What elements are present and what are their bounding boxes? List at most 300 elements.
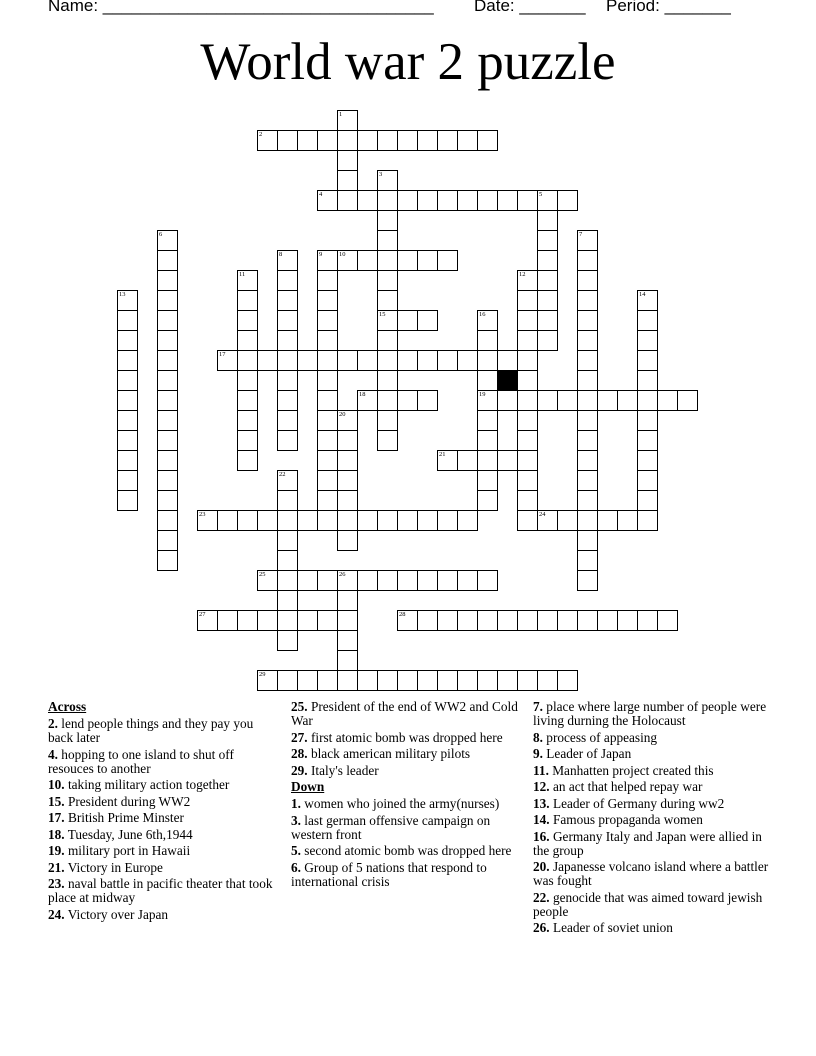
grid-cell[interactable] [357,250,378,271]
grid-cell[interactable] [317,310,338,331]
grid-cell[interactable] [357,190,378,211]
clue-item-text: first atomic bomb was dropped here [307,729,503,745]
grid-cell[interactable] [237,430,258,451]
grid-cell[interactable] [537,230,558,251]
grid-cell[interactable] [457,670,478,691]
grid-cell[interactable] [117,410,138,431]
grid-cell[interactable] [437,570,458,591]
grid-cell[interactable] [397,670,418,691]
grid-cell[interactable] [257,670,278,691]
grid-cell[interactable] [437,130,458,151]
grid-cell[interactable] [417,350,438,371]
grid-cell[interactable] [617,610,638,631]
grid-cell[interactable] [117,330,138,351]
grid-cell[interactable] [277,510,298,531]
grid-cell[interactable] [517,490,538,511]
grid-cell[interactable] [417,610,438,631]
grid-cell[interactable] [557,390,578,411]
grid-cell[interactable] [477,130,498,151]
clue-item-number: 21. [48,859,65,875]
grid-cell[interactable] [277,670,298,691]
clue-item-text: Leader of Germany during ww2 [549,795,725,811]
grid-cell[interactable] [577,550,598,571]
grid-cell[interactable] [417,190,438,211]
grid-cell[interactable] [357,570,378,591]
grid-cell[interactable] [117,310,138,331]
grid-cell[interactable] [277,490,298,511]
grid-cell[interactable] [117,370,138,391]
grid-cell[interactable] [537,210,558,231]
grid-cell[interactable] [337,110,358,131]
clue-item-number: 23. [48,876,65,891]
grid-cell[interactable] [637,610,658,631]
grid-cell[interactable] [517,330,538,351]
grid-cell[interactable] [417,390,438,411]
grid-cell[interactable] [337,510,358,531]
grid-cell[interactable] [577,530,598,551]
grid-cell[interactable] [457,190,478,211]
grid-cell[interactable] [637,410,658,431]
grid-cell[interactable] [517,510,538,531]
grid-cell[interactable] [577,370,598,391]
grid-cell[interactable] [437,670,458,691]
grid-cell[interactable] [337,450,358,471]
grid-cell[interactable] [157,230,178,251]
grid-cell[interactable] [517,390,538,411]
grid-cell[interactable] [257,570,278,591]
grid-cell[interactable] [277,610,298,631]
grid-cell[interactable] [577,450,598,471]
grid-cell[interactable] [537,270,558,291]
grid-cell[interactable] [617,510,638,531]
grid-cell[interactable] [277,410,298,431]
grid-cell[interactable] [277,290,298,311]
clue-number: 2 [259,131,263,138]
grid-cell[interactable] [157,550,178,571]
grid-cell[interactable] [477,470,498,491]
clue-item [533,700,773,728]
grid-cell[interactable] [237,350,258,371]
grid-cell[interactable] [577,610,598,631]
grid-cell[interactable] [157,450,178,471]
grid-cell[interactable] [117,430,138,451]
grid-cell[interactable] [357,130,378,151]
grid-cell[interactable] [157,250,178,271]
grid-cell[interactable] [257,130,278,151]
grid-cell[interactable] [277,330,298,351]
grid-cell[interactable] [197,510,218,531]
grid-cell[interactable] [157,290,178,311]
grid-cell[interactable] [477,430,498,451]
grid-cell[interactable] [277,130,298,151]
grid-cell[interactable] [257,510,278,531]
grid-cell[interactable] [637,510,658,531]
grid-cell[interactable] [337,610,358,631]
grid-cell[interactable] [237,510,258,531]
grid-cell[interactable] [517,190,538,211]
grid-cell[interactable] [457,570,478,591]
grid-cell[interactable] [477,390,498,411]
grid-cell[interactable] [577,270,598,291]
grid-cell[interactable] [637,390,658,411]
grid-cell[interactable] [477,610,498,631]
grid-cell[interactable] [117,490,138,511]
grid-cell[interactable] [637,330,658,351]
grid-cell[interactable] [597,390,618,411]
grid-cell[interactable] [357,390,378,411]
grid-cell[interactable] [277,590,298,611]
grid-cell[interactable] [237,450,258,471]
grid-cell[interactable] [337,190,358,211]
grid-cell[interactable] [577,410,598,431]
grid-cell[interactable] [637,370,658,391]
grid-cell[interactable] [577,330,598,351]
grid-cell[interactable] [277,250,298,271]
grid-cell[interactable] [377,350,398,371]
grid-cell[interactable] [577,290,598,311]
grid-cell[interactable] [577,470,598,491]
grid-cell[interactable] [117,450,138,471]
grid-cell[interactable] [477,450,498,471]
grid-cell[interactable] [377,130,398,151]
clue-item-number: 22. [533,889,550,905]
grid-cell[interactable] [277,530,298,551]
grid-cell[interactable] [657,610,678,631]
grid-cell[interactable] [217,510,238,531]
grid-cell[interactable] [317,570,338,591]
grid-cell[interactable] [637,350,658,371]
grid-cell[interactable] [277,350,298,371]
grid-cell[interactable] [657,390,678,411]
across-clue-list [48,717,273,922]
grid-cell[interactable] [217,610,238,631]
grid-cell[interactable] [337,430,358,451]
grid-cell[interactable] [157,490,178,511]
grid-cell[interactable] [277,550,298,571]
grid-cell[interactable] [577,230,598,251]
grid-cell[interactable] [577,570,598,591]
grid-cell[interactable] [337,350,358,371]
grid-cell[interactable] [437,510,458,531]
clue-number: 14 [639,291,646,298]
grid-cell[interactable] [517,410,538,431]
grid-cell[interactable] [477,410,498,431]
grid-cell[interactable] [397,130,418,151]
grid-cell[interactable] [337,170,358,191]
grid-cell[interactable] [617,390,638,411]
grid-cell[interactable] [397,310,418,331]
clue-item [48,717,273,745]
clue-item-number: 27. [291,729,308,745]
grid-cell[interactable] [417,310,438,331]
grid-cell[interactable] [317,610,338,631]
grid-cell[interactable] [377,330,398,351]
grid-cell[interactable] [337,250,358,271]
grid-cell[interactable] [577,310,598,331]
grid-cell[interactable] [377,290,398,311]
grid-cell[interactable] [517,450,538,471]
grid-cell[interactable] [397,390,418,411]
grid-cell[interactable] [157,510,178,531]
grid-cell[interactable] [277,370,298,391]
grid-cell[interactable] [317,450,338,471]
grid-cell[interactable] [157,470,178,491]
grid-cell[interactable] [537,310,558,331]
grid-cell[interactable] [637,490,658,511]
grid-cell[interactable] [157,330,178,351]
grid-cell[interactable] [357,670,378,691]
grid-cell[interactable] [277,270,298,291]
grid-cell[interactable] [457,350,478,371]
grid-cell[interactable] [537,610,558,631]
grid-cell[interactable] [157,410,178,431]
grid-cell[interactable] [277,430,298,451]
grid-cell[interactable] [357,350,378,371]
grid-cell[interactable] [437,250,458,271]
grid-cell[interactable] [637,310,658,331]
grid-cell[interactable] [237,290,258,311]
grid-cell[interactable] [277,310,298,331]
grid-cell[interactable] [317,470,338,491]
grid-cell[interactable] [557,670,578,691]
grid-cell[interactable] [457,450,478,471]
clue-item-number: 17. [48,810,65,825]
grid-cell[interactable] [257,610,278,631]
grid-cell[interactable] [217,350,238,371]
grid-cell[interactable] [597,610,618,631]
grid-cell[interactable] [237,330,258,351]
grid-cell[interactable] [517,610,538,631]
grid-cell[interactable] [537,390,558,411]
grid-cell[interactable] [497,190,518,211]
clues-column-3 [533,700,773,938]
grid-cell[interactable] [497,670,518,691]
grid-cell[interactable] [157,390,178,411]
grid-cell[interactable] [397,610,418,631]
grid-cell[interactable] [157,370,178,391]
grid-cell[interactable] [277,570,298,591]
grid-cell[interactable] [557,610,578,631]
grid-cell[interactable] [157,270,178,291]
grid-cell[interactable] [457,130,478,151]
grid-cell[interactable] [417,510,438,531]
grid-cell[interactable] [317,330,338,351]
grid-cell[interactable] [317,270,338,291]
grid-cell[interactable] [317,130,338,151]
grid-cell[interactable] [577,250,598,271]
grid-cell[interactable] [437,350,458,371]
grid-cell[interactable] [497,610,518,631]
name-field[interactable]: Name: ___________________________________ [48,0,434,15]
grid-cell[interactable] [377,370,398,391]
grid-cell[interactable] [397,250,418,271]
grid-cell[interactable] [537,510,558,531]
grid-cell[interactable] [437,450,458,471]
grid-cell[interactable] [477,330,498,351]
grid-cell[interactable] [377,390,398,411]
grid-cell[interactable] [457,510,478,531]
grid-cell[interactable] [317,190,338,211]
grid-cell[interactable] [637,430,658,451]
grid-cell[interactable] [397,190,418,211]
grid-cell[interactable] [157,430,178,451]
grid-cell[interactable] [477,670,498,691]
grid-cell[interactable] [577,490,598,511]
grid-cell[interactable] [577,510,598,531]
grid-cell[interactable] [317,490,338,511]
grid-cell[interactable] [117,350,138,371]
grid-cell[interactable] [257,350,278,371]
grid-cell[interactable] [377,170,398,191]
grid-cell[interactable] [117,290,138,311]
grid-cell[interactable] [377,230,398,251]
grid-cell[interactable] [517,430,538,451]
grid-cell[interactable] [577,350,598,371]
clue-number: 22 [279,471,286,478]
grid-cell[interactable] [537,190,558,211]
black-cell [497,370,518,391]
grid-cell[interactable] [517,290,538,311]
clue-number: 28 [399,611,406,618]
grid-cell[interactable] [297,570,318,591]
grid-cell[interactable] [377,310,398,331]
clue-number: 1 [339,111,343,118]
grid-cell[interactable] [637,450,658,471]
date-field[interactable]: Date: _______ [474,0,586,15]
grid-cell[interactable] [117,390,138,411]
grid-cell[interactable] [117,470,138,491]
grid-cell[interactable] [337,630,358,651]
grid-cell[interactable] [317,250,338,271]
grid-cell[interactable] [237,310,258,331]
grid-cell[interactable] [377,250,398,271]
grid-cell[interactable] [317,510,338,531]
grid-cell[interactable] [517,270,538,291]
grid-cell[interactable] [477,490,498,511]
grid-cell[interactable] [597,510,618,531]
grid-cell[interactable] [417,670,438,691]
grid-cell[interactable] [337,410,358,431]
grid-cell[interactable] [377,670,398,691]
grid-cell[interactable] [297,350,318,371]
grid-cell[interactable] [237,370,258,391]
grid-cell[interactable] [377,430,398,451]
grid-cell[interactable] [417,250,438,271]
grid-cell[interactable] [537,290,558,311]
grid-cell[interactable] [237,270,258,291]
grid-cell[interactable] [317,390,338,411]
grid-cell[interactable] [317,350,338,371]
grid-cell[interactable] [417,570,438,591]
clue-item-number: 2. [48,716,58,731]
grid-cell[interactable] [517,370,538,391]
grid-cell[interactable] [297,610,318,631]
grid-cell[interactable] [297,670,318,691]
grid-cell[interactable] [397,510,418,531]
grid-cell[interactable] [477,310,498,331]
grid-cell[interactable] [337,530,358,551]
grid-cell[interactable] [637,290,658,311]
grid-cell[interactable] [317,290,338,311]
grid-cell[interactable] [337,590,358,611]
clue-item-text: lend people things and they pay you back later [48,716,254,745]
grid-cell[interactable] [537,250,558,271]
grid-cell[interactable] [277,470,298,491]
grid-cell[interactable] [417,130,438,151]
grid-cell[interactable] [577,390,598,411]
grid-cell[interactable] [277,390,298,411]
grid-cell[interactable] [337,150,358,171]
grid-cell[interactable] [477,370,498,391]
grid-cell[interactable] [377,270,398,291]
grid-cell[interactable] [377,510,398,531]
grid-cell[interactable] [157,530,178,551]
grid-cell[interactable] [397,350,418,371]
grid-cell[interactable] [317,410,338,431]
grid-cell[interactable] [477,350,498,371]
grid-cell[interactable] [197,610,218,631]
grid-cell[interactable] [337,650,358,671]
grid-cell[interactable] [517,350,538,371]
grid-cell[interactable] [437,610,458,631]
grid-cell[interactable] [377,410,398,431]
period-field[interactable]: Period: _______ [606,0,731,15]
grid-cell[interactable] [357,510,378,531]
grid-cell[interactable] [677,390,698,411]
grid-cell[interactable] [157,310,178,331]
grid-cell[interactable] [517,470,538,491]
grid-cell[interactable] [557,510,578,531]
grid-cell[interactable] [497,390,518,411]
clue-item-number: 28. [291,746,308,761]
grid-cell[interactable] [277,630,298,651]
grid-cell[interactable] [537,330,558,351]
grid-cell[interactable] [477,570,498,591]
grid-cell[interactable] [157,350,178,371]
grid-cell[interactable] [477,190,498,211]
grid-cell[interactable] [437,190,458,211]
grid-cell[interactable] [517,670,538,691]
grid-cell[interactable] [337,570,358,591]
grid-cell[interactable] [637,470,658,491]
grid-cell[interactable] [237,610,258,631]
grid-cell[interactable] [397,570,418,591]
grid-cell[interactable] [337,670,358,691]
grid-cell[interactable] [577,430,598,451]
grid-cell[interactable] [337,130,358,151]
clue-item-text: British Prime Minster [64,810,184,825]
grid-cell[interactable] [377,570,398,591]
grid-cell[interactable] [497,450,518,471]
grid-cell[interactable] [317,670,338,691]
grid-cell[interactable] [517,310,538,331]
grid-cell[interactable] [237,390,258,411]
grid-cell[interactable] [457,610,478,631]
grid-cell[interactable] [557,190,578,211]
grid-cell[interactable] [497,350,518,371]
grid-cell[interactable] [537,670,558,691]
clue-item [291,814,523,842]
grid-cell[interactable] [297,130,318,151]
grid-cell[interactable] [377,210,398,231]
grid-cell[interactable] [317,430,338,451]
grid-cell[interactable] [377,190,398,211]
grid-cell[interactable] [297,510,318,531]
grid-cell[interactable] [237,410,258,431]
grid-cell[interactable] [317,370,338,391]
grid-cell[interactable] [337,490,358,511]
grid-cell[interactable] [337,470,358,491]
